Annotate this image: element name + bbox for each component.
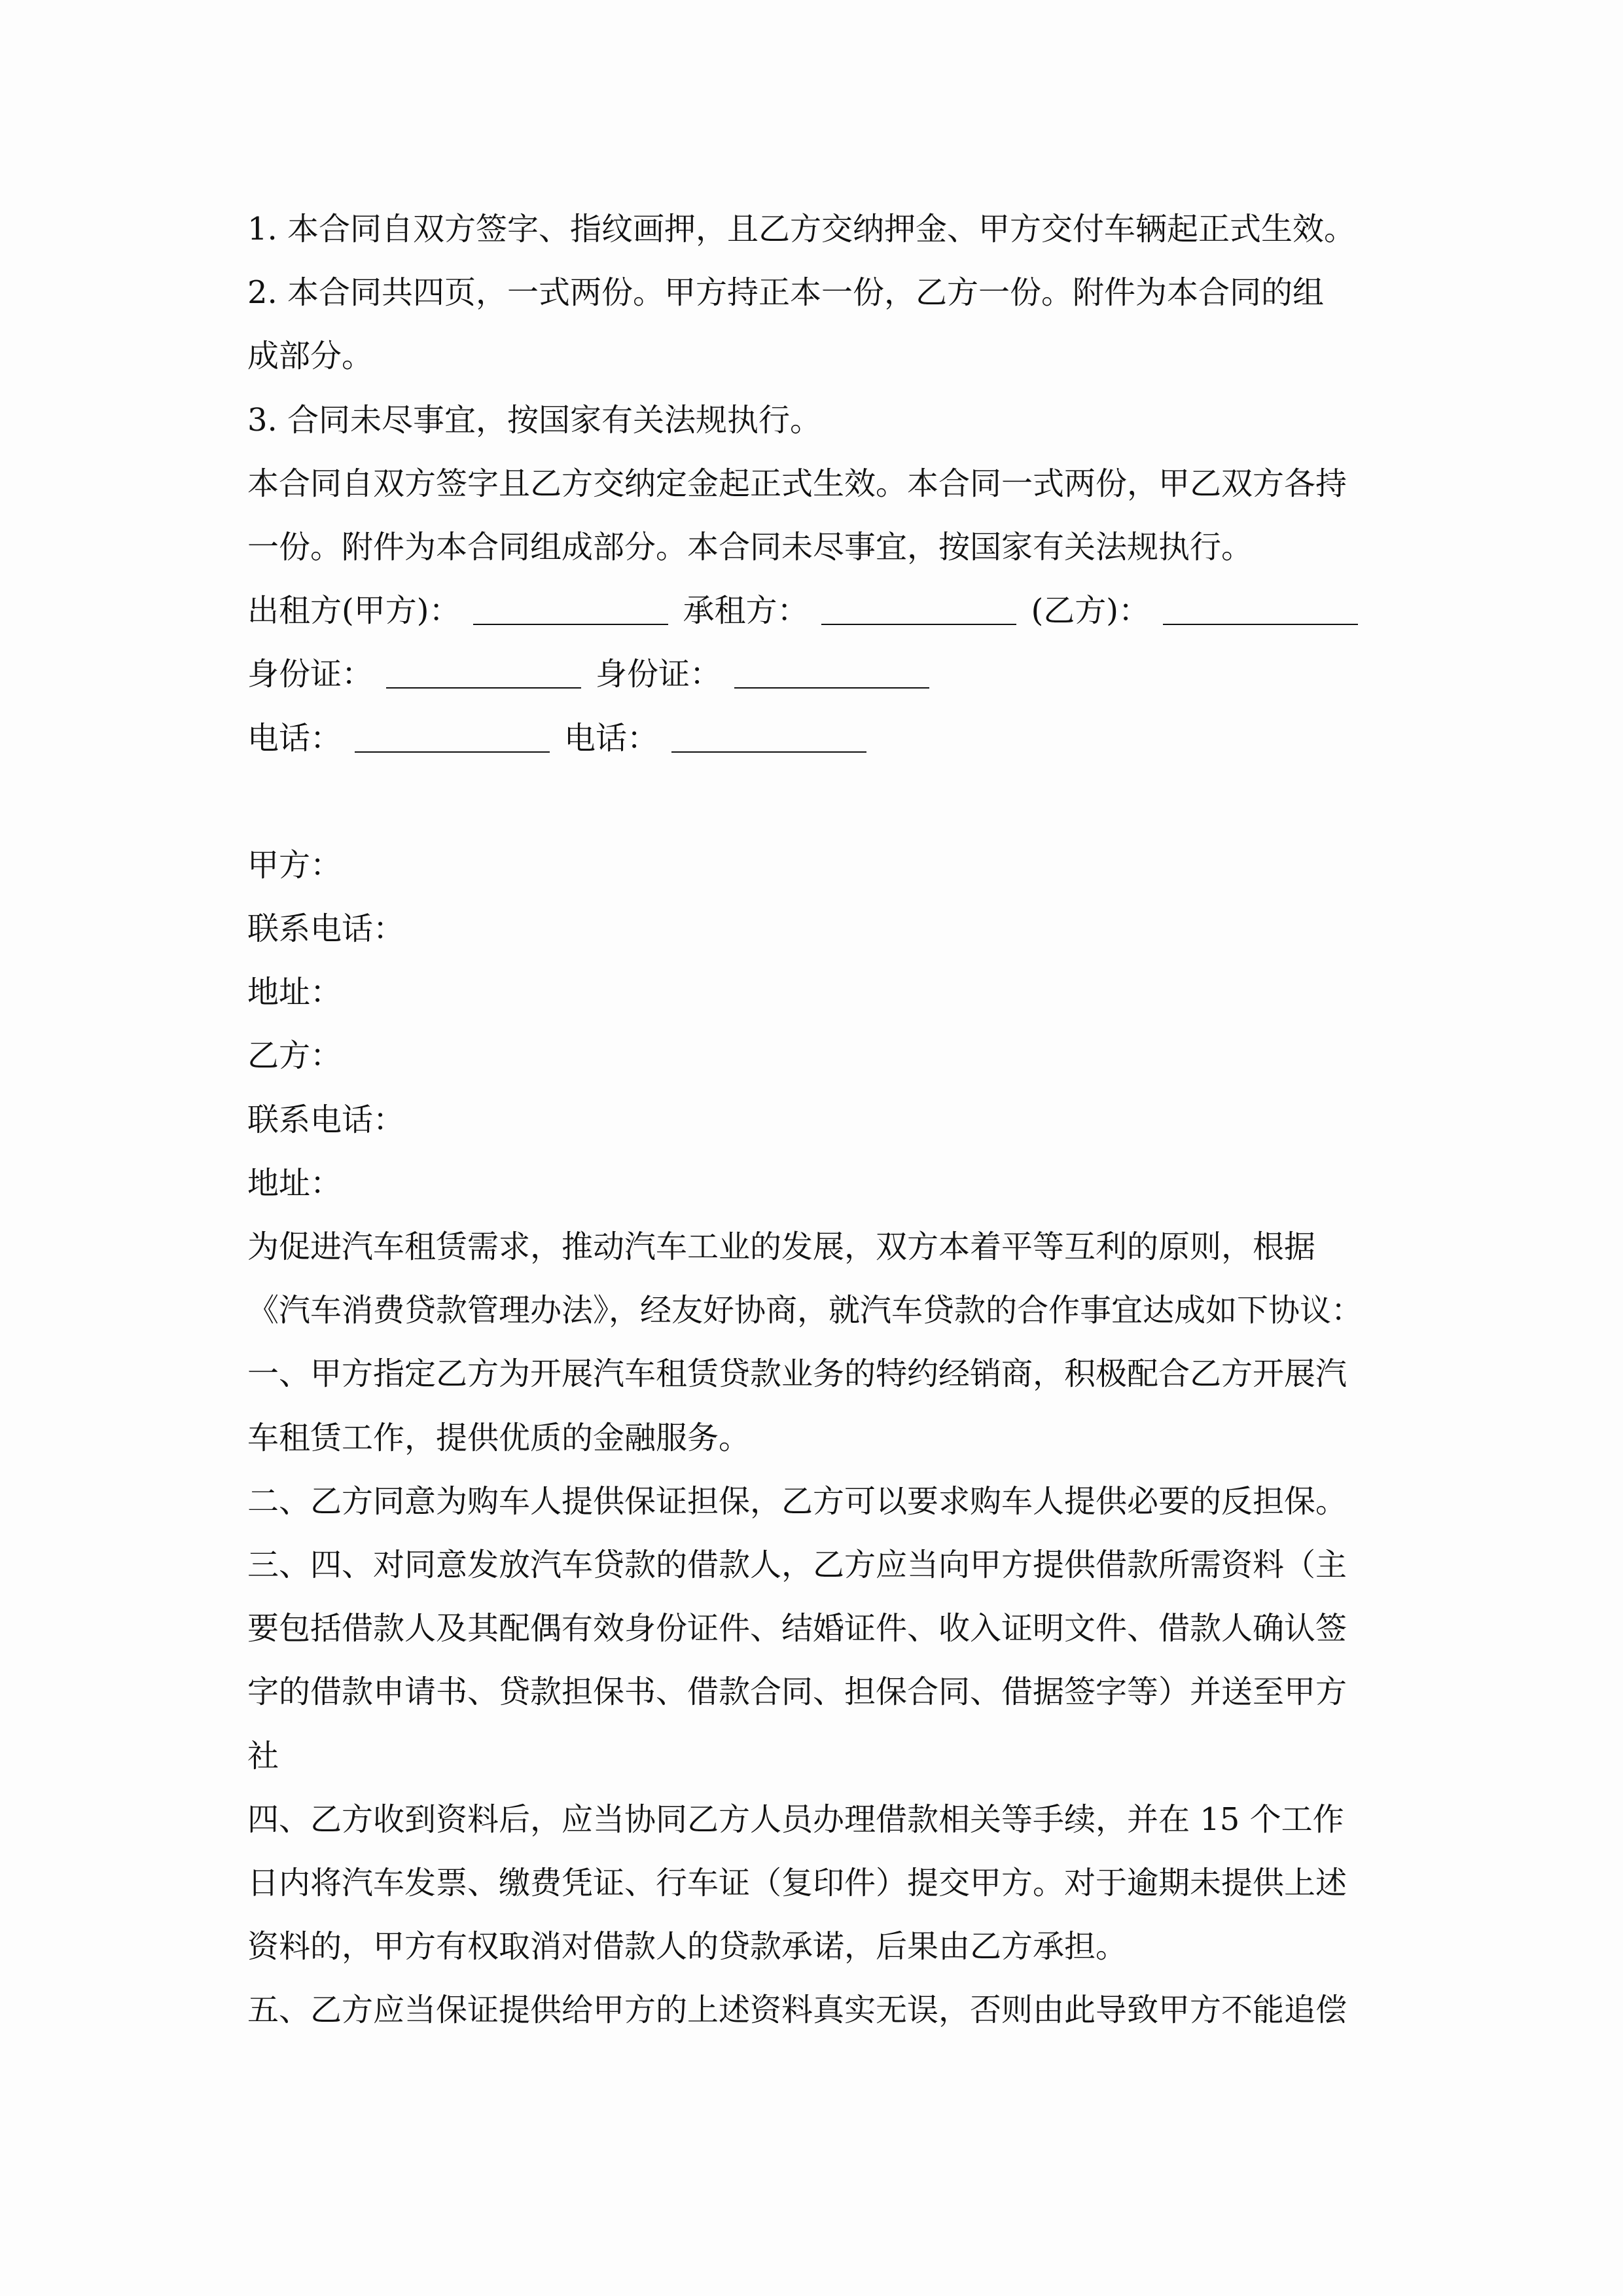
phone-label-lessor: 电话：: [247, 719, 342, 757]
phone-label-lessee: 电话：: [564, 719, 659, 757]
blank-line: [247, 770, 1399, 834]
id-label-lessor: 身份证：: [247, 656, 374, 693]
body-line: 为促进汽车租赁需求，推动汽车工业的发展，双方本着平等互利的原则，根据: [247, 1229, 1316, 1265]
body-line: 二、乙方同意为购车人提供保证担保，乙方可以要求购车人提供必要的反担保。: [247, 1482, 1347, 1520]
party-b-phone-label: 联系电话：: [247, 1101, 405, 1138]
body-line: 四、乙方收到资料后，应当协同乙方人员办理借款相关等手续，并在 15 个工作: [247, 1801, 1344, 1838]
body-line: 《汽车消费贷款管理办法》，经友好协商，就汽车贷款的合作事宜达成如下协议：: [247, 1292, 1363, 1329]
party-a-address-label: 地址：: [247, 974, 342, 1011]
phone-blank-lessee[interactable]: [671, 751, 866, 753]
lessor-signature-blank[interactable]: [473, 624, 668, 625]
clause-line: 1. 本合同自双方签字、指纹画押，且乙方交纳押金、甲方交付车辆起正式生效。: [247, 211, 1356, 247]
clause-line: 2. 本合同共四页，一式两份。甲方持正本一份，乙方一份。附件为本合同的组: [247, 274, 1325, 312]
body-line: 字的借款申请书、贷款担保书、借款合同、担保合同、借据签字等）并送至甲方: [247, 1674, 1347, 1711]
clause-line: 成部分。: [247, 338, 374, 375]
effectivity-line: 本合同自双方签字且乙方交纳定金起正式生效。本合同一式两份，甲乙双方各持: [247, 465, 1347, 502]
clause-line: 3. 合同未尽事宜，按国家有关法规执行。: [247, 401, 822, 439]
lessee-signature-blank[interactable]: [821, 624, 1016, 625]
body-line: 日内将汽车发票、缴费凭证、行车证（复印件）提交甲方。对于逾期未提供上述: [247, 1864, 1347, 1901]
party-a-label: 甲方：: [247, 846, 342, 884]
party-b-label: (乙方)：: [1031, 592, 1150, 630]
id-label-lessee: 身份证：: [596, 656, 722, 693]
body-line: 五、乙方应当保证提供给甲方的上述资料真实无误，否则由此导致甲方不能追偿: [247, 1992, 1347, 2029]
party-b-label-line: 乙方：: [247, 1037, 342, 1075]
phone-blank-lessor[interactable]: [355, 751, 550, 753]
lessor-label: 出租方(甲方)：: [247, 592, 461, 630]
signature-row-id: [247, 643, 1399, 706]
document-body: [247, 198, 1399, 2042]
body-line: 一、甲方指定乙方为开展汽车租赁贷款业务的特约经销商，积极配合乙方开展汽: [247, 1355, 1347, 1393]
signature-row-phone: [247, 707, 1399, 770]
body-line: 车租赁工作，提供优质的金融服务。: [247, 1419, 751, 1456]
party-b-address-label: 地址：: [247, 1164, 342, 1202]
party-b-signature-blank[interactable]: [1163, 624, 1358, 625]
body-line: 三、四、对同意发放汽车贷款的借款人，乙方应当向甲方提供借款所需资料（主: [247, 1546, 1347, 1583]
effectivity-line: 一份。附件为本合同组成部分。本合同未尽事宜，按国家有关法规执行。: [247, 528, 1253, 565]
signature-row-parties: [247, 579, 1399, 643]
id-blank-lessor[interactable]: [386, 687, 581, 689]
body-line: 要包括借款人及其配偶有效身份证件、结婚证件、收入证明文件、借款人确认签: [247, 1610, 1347, 1647]
party-a-phone-label: 联系电话：: [247, 910, 405, 948]
lessee-label: 承租方：: [683, 592, 809, 630]
body-line: 资料的，甲方有权取消对借款人的贷款承诺，后果由乙方承担。: [247, 1928, 1128, 1965]
id-blank-lessee[interactable]: [734, 687, 929, 689]
body-line: 社: [247, 1737, 279, 1774]
